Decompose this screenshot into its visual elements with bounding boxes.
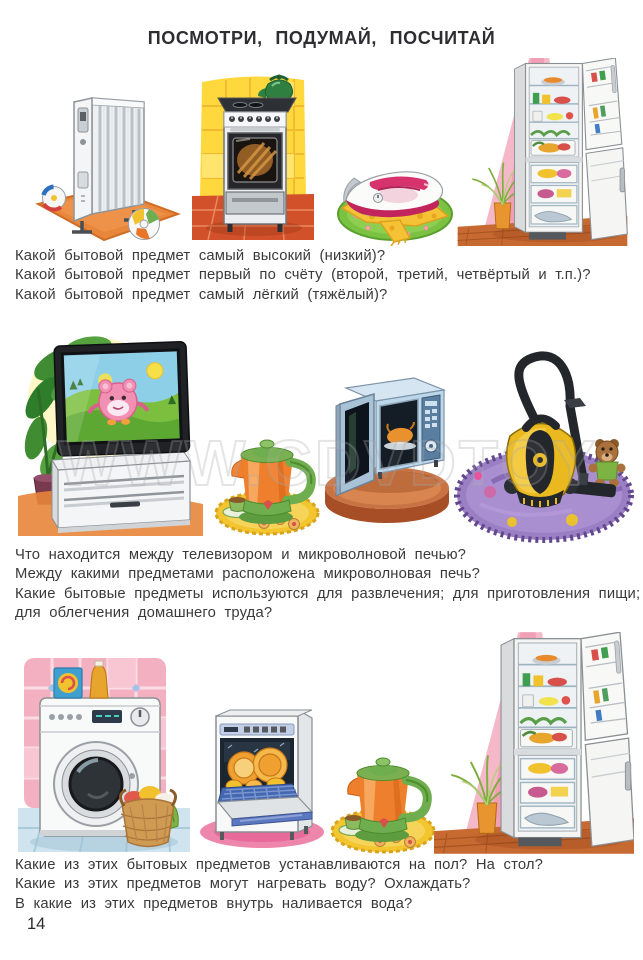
microwave-illustration — [316, 348, 458, 536]
page-title: ПОСМОТРИ, ПОДУМАЙ, ПОСЧИТАЙ — [147, 28, 496, 48]
page-number: 14 — [27, 915, 46, 933]
television-illustration — [18, 328, 210, 536]
question-line: Что находится между телевизором и микроволновой печью? — [15, 547, 467, 563]
dishwasher-illustration — [196, 700, 332, 852]
question-line: Какой бытовой предмет самый высокий (низкий)? — [15, 248, 386, 264]
question-block-2 — [15, 546, 641, 624]
question-line: Какие бытовые предметы используются для развлечения; для приготовления пищи; — [15, 585, 641, 602]
question-line: Какой бытовой предмет самый лёгкий (тяжёлый)? — [15, 286, 388, 303]
oil-heater-illustration — [32, 88, 184, 246]
washing-machine-illustration — [18, 644, 190, 852]
watermark-text: WWW.CDVDTOY — [58, 427, 599, 499]
question-line: для облегчения домашнего труда? — [15, 605, 273, 622]
question-block-3 — [15, 856, 633, 914]
question-line: Какие из этих предметов могут нагревать воду? Охлаждать? — [15, 876, 471, 893]
vacuum-cleaner-illustration — [452, 342, 634, 544]
question-line: Какие из этих бытовых предметов устанавливаются на пол? На стол? — [15, 857, 544, 873]
question-line: В какие из этих предметов внутрь наливается вода? — [15, 895, 413, 912]
refrigerator-illustration — [455, 58, 630, 246]
electric-kettle-illustration — [214, 420, 320, 536]
iron-illustration — [336, 128, 454, 246]
question-line: Какой бытовой предмет первый по счёту (второй, третий, четвёртый и т.п.)? — [15, 267, 591, 284]
question-line: Между какими предметами расположена микроволновая печь? — [15, 566, 480, 583]
question-block-1 — [15, 247, 633, 305]
electric-kettle-illustration-2 — [330, 738, 436, 854]
electric-stove-illustration — [192, 68, 314, 240]
refrigerator-illustration-2 — [434, 632, 634, 854]
